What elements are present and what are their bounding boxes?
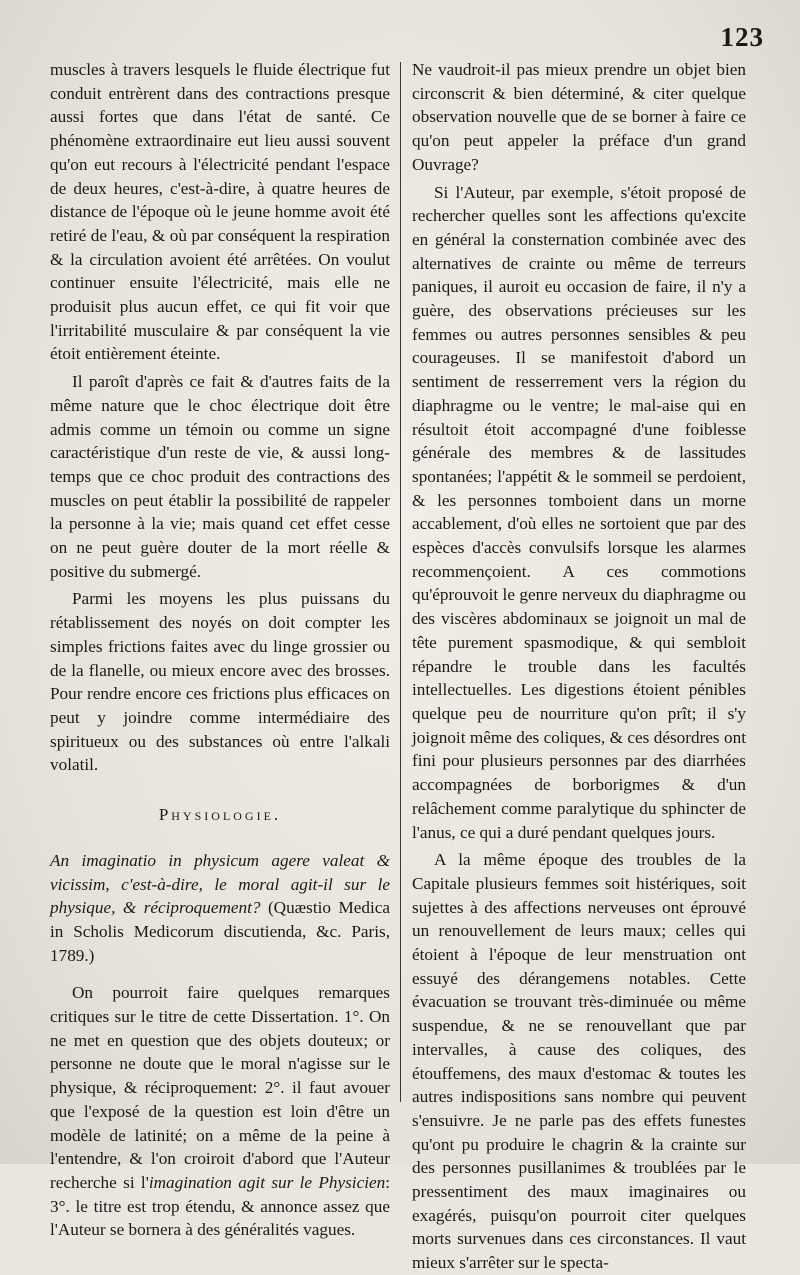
paragraph: A la même époque des troubles de la Capitale plusieurs femmes soit histériques, soit sujettes à des affections nerveuses ont éprouvé un renouvellement de leurs maux; celles qui étoient à l'époque de leur menstruation ont essuyé des dérangemens notables. Cette évacuation se trouvant très-diminuée ou même suspendue, & ne se renouvellant que par intervalles, à cause des coliques, des étouffemens, des maux d'estomac & toutes les autres indispositions sans nombre qui peuvent s'ensuivre. Je ne parle pas des effets funestes qu'ont pu produire le chagrin & la crainte sur des personnes pusillanimes & troublées par le pressentiment des maux imaginaires ou exagérés, puisqu'on pourroit citer quelques morts survenues dans ces circonstances. Il vaut mieux s'arrêter sur le specta-	[412, 850, 746, 1273]
citation	[50, 849, 390, 968]
page-number: 123	[720, 22, 764, 52]
paragraph	[50, 981, 390, 1242]
citation-title: An imaginatio in physicum agere valeat & vicissim, c'est-à-dire, le moral agit-il sur le physique, & réciproquement?	[50, 850, 390, 918]
section-heading: Physiologie.	[158, 805, 282, 825]
column-divider	[400, 62, 401, 1102]
italic-phrase: imagination agit sur le Physicien	[148, 1172, 386, 1192]
left-column	[50, 58, 390, 1242]
paragraph: Il paroît d'après ce fait & d'autres faits de la même nature que le choc électrique doit être admis comme un témoin ou comme un signe caractéristique d'un reste de vie, & aussi long-temps que ce choc produit des contractions des muscles on peut établir la possibilité de rappeler la personne à la vie; mais quand cet effet cesse on ne peut guère douter de la mort réelle & positive du submergé.	[50, 372, 390, 581]
citation-source: (Quæstio Medica in Scholis Medicorum discutienda, &c. Paris, 1789.)	[50, 898, 390, 965]
right-column	[412, 58, 746, 1275]
paragraph: Parmi les moyens les plus puissans du rétablissement des noyés on doit compter les simples frictions faites avec du linge grossier ou de la flanelle, ou mieux encore avec des brosses. Pour rendre encore ces frictions plus efficaces on peut y joindre comme intermédiaire des spiritueux ou des substances où entre l'alkali volatil.	[50, 589, 390, 775]
paragraph: Si l'Auteur, par exemple, s'étoit proposé de rechercher quelles sont les affections qu'excite en général la consternation combinée avec des alternatives de crainte ou même de terreurs paniques, il auroit eu occasion de faire, il n'y a guère, des observations précieuses sur les femmes ou autres personnes sensibles & peu courageuses. Il se manifestoit d'abord un sentiment de resserrement vers la région du diaphragme ou le ventre; le mal-aise qui en résultoit étoit accompagné d'une foiblesse générale des membres & de lassitudes spontanées; l'appétit & le sommeil se perdoient, & les personnes tomboient dans un morne accablement, d'où elles ne sortoient que par des espèces d'accès convulsifs lorsque les alarmes recommençoient. A ces commotions qu'éprouvoit le genre nerveux du diaphragme ou des viscères abdominaux se joignoit un mal de tête purement spasmodique, & qui sembloit répandre le trouble dans les facultés intellectuelles. Les digestions étoient pénibles quelque peu de nourriture qu'on prît; il s'y joignoit même des coliques, & ces désordres ont fini pour plusieurs personnes par des diarrhées accompagnées de borborigmes & d'un relâchement comme paralytique du sphincter de l'anus, ce qui a duré pendant quelques jours.	[412, 182, 746, 842]
paragraph-text: On pourroit faire quelques remarques critiques sur le titre de cette Dissertation. 1°. On ne met en question que des objets douteux; or personne ne doute que le moral n'agisse sur le physique, & réciproquement: 2°. il faut avouer que l'exposé de la question est loin d'être un modèle de latinité; on a même de la peine à l'entendre, & l'on croiroit d'abord que l'Auteur recherche si l'	[50, 983, 390, 1192]
paragraph: muscles à travers lesquels le fluide électrique fut conduit entrèrent dans des contractions presque aussi fortes que dans l'état de santé. Ce phénomène extraordinaire eut lieu aussi souvent qu'on eut recours à l'électricité pendant l'espace de deux heures, c'est-à-dire, à quatre heures de distance de l'époque où le jeune homme avoit été retiré de l'eau, & où par conséquent la respiration & la circulation avoient été arrêtées. On voulut continuer ensuite l'électricité, mais elle ne produisit plus aucun effet, ce qui fit voir que l'irritabilité musculaire & par conséquent la vie étoit entièrement éteinte.	[50, 60, 390, 364]
paragraph-text: : 3°. le titre est trop étendu, & annonce assez que l'Auteur se bornera à des généralités vagues.	[50, 1172, 390, 1240]
paragraph: Ne vaudroit-il pas mieux prendre un objet bien circonscrit & bien déterminé, & citer quelque observation nouvelle que de se borner à faire ce qu'on peut appeler la préface d'un grand Ouvrage?	[412, 60, 746, 174]
